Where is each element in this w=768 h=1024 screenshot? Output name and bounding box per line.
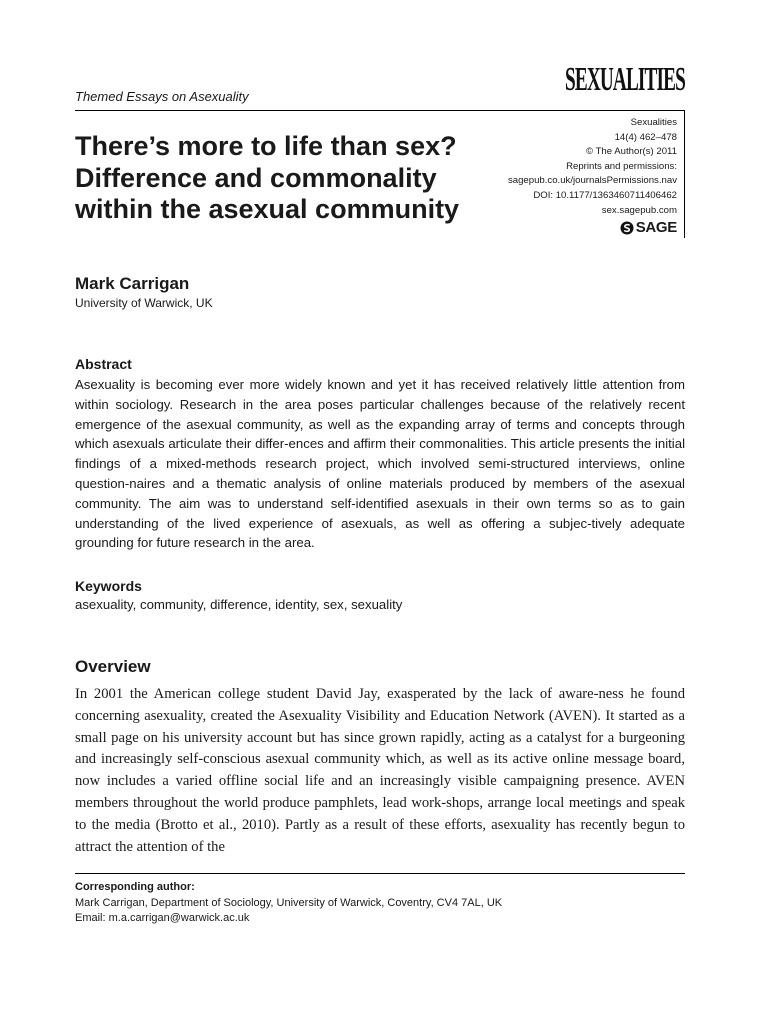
journal-logo [563,55,687,99]
header-rule [75,110,685,111]
footnote-rule [75,873,685,874]
reprints-link[interactable]: sagepub.co.uk/journalsPermissions.nav [507,175,677,187]
doi[interactable]: DOI: 10.1177/1363460711406462 [533,189,677,201]
keywords-text: asexuality, community, difference, identity, sex, sexuality [75,597,403,612]
corresponding-author-address: Mark Carrigan, Department of Sociology, University of Warwick, Coventry, CV4 7AL, UK [75,897,503,909]
publisher-name: SAGE [635,219,677,237]
abstract-text: Asexuality is becoming ever more widely known and yet it has received relatively little attention from within sociology. Research in the area poses particular challenges because of the relatively recent emergence of the asexual community, as well as the expanding array of terms and concepts through which asexuals articulate their differ-ences and affirm their commonalities. This article presents the initial findings of a mixed-methods research project, which involved semi-structured interviews, online question-naires and a thematic analysis of online materials produced by members of the asexual community. The aim was to understand self-identified asexuals in their own terms so as to gain understanding of the lived experience of asexuals, as well as offering a subjec-tively adequate grounding for future research in the area. [75,377,685,551]
abstract-heading: Abstract [75,356,132,372]
sage-icon [620,221,634,235]
meta-side-rule [684,110,685,238]
author-affiliation: University of Warwick, UK [75,296,213,310]
corresponding-author-label: Corresponding author: [75,881,195,893]
reprints-label: Reprints and permissions: [566,160,677,172]
volume-pages: 14(4) 462–478 [614,131,677,143]
publisher-logo [620,221,677,236]
article-metadata [508,116,677,241]
journal-name: Sexualities [630,117,677,128]
journal-logo-text: SEXUALITIES [565,61,686,98]
author-name: Mark Carrigan [75,274,190,293]
section-label: Themed Essays on Asexuality [75,89,249,104]
overview-text: In 2001 the American college student David Jay, exasperated by the lack of aware-ness he found concerning asexuality, created the Asexuality Visibility and Education Network (AVEN). It started as a small page on his university account but has since grown rapidly, acting as a catalyst for a burgeoning and increasingly self-conscious asexual community which, as well as its active online message board, now includes a varied offline social life and an increasingly visible campaigning presence. AVEN members throughout the world produce pamphlets, lead work-shops, arrange local meetings and speak to the media (Brotto et al., 2010). Partly as a result of these efforts, asexuality has recently begun to attract the attention of the [75,686,685,855]
overview-heading: Overview [75,657,151,676]
corresponding-author-email[interactable]: Email: m.a.carrigan@warwick.ac.uk [75,912,250,924]
article-title: There’s more to life than sex? Difference and commonality within the asexual community [75,131,460,224]
copyright: © The Author(s) 2011 [586,146,677,158]
journal-site-link[interactable]: sex.sagepub.com [601,204,677,216]
keywords-heading: Keywords [75,578,142,594]
